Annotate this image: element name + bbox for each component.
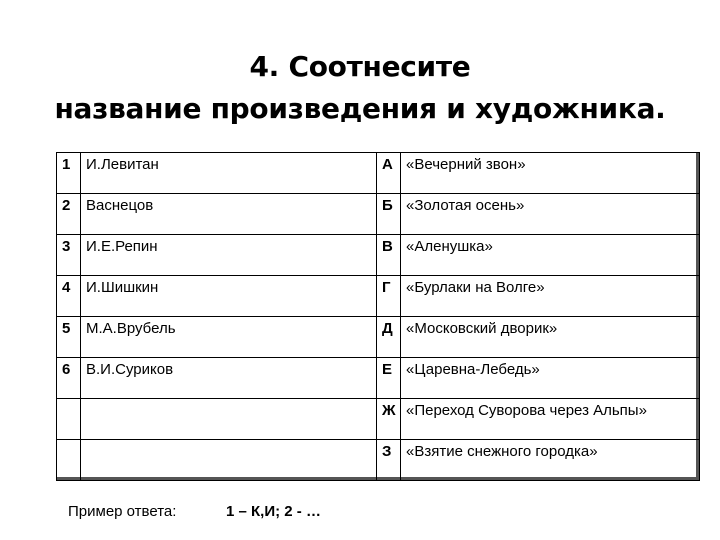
table-row xyxy=(57,358,700,399)
artist-name-cell: И.Шишкин xyxy=(81,276,377,317)
table-row xyxy=(57,399,700,440)
artist-name-cell xyxy=(81,399,377,440)
table-row xyxy=(57,235,700,276)
work-letter-cell: Е xyxy=(377,358,401,399)
work-title-cell: «Золотая осень» xyxy=(401,194,700,235)
work-title-cell: «Аленушка» xyxy=(401,235,700,276)
matching-table-body xyxy=(57,153,700,481)
slide-title-line-2: название произведения и художника. xyxy=(54,92,666,125)
table-row xyxy=(57,153,700,194)
artist-name-cell xyxy=(81,440,377,481)
artist-name-cell: И.Е.Репин xyxy=(81,235,377,276)
answer-example-value: 1 – К,И; 2 - … xyxy=(226,503,321,520)
work-title-cell: «Вечерний звон» xyxy=(401,153,700,194)
row-number-cell: 2 xyxy=(57,194,81,235)
table-row xyxy=(57,440,700,481)
table-row xyxy=(57,317,700,358)
artist-name-cell: И.Левитан xyxy=(81,153,377,194)
work-title-cell: «Переход Суворова через Альпы» xyxy=(401,399,700,440)
row-number-cell: 3 xyxy=(57,235,81,276)
work-letter-cell: Д xyxy=(377,317,401,358)
slide-title-line-1: 4. Соотнесите xyxy=(249,50,471,83)
work-letter-cell: Ж xyxy=(377,399,401,440)
matching-table xyxy=(56,152,700,481)
work-letter-cell: З xyxy=(377,440,401,481)
work-letter-cell: Г xyxy=(377,276,401,317)
table-row xyxy=(57,276,700,317)
work-letter-cell: А xyxy=(377,153,401,194)
row-number-cell: 1 xyxy=(57,153,81,194)
row-number-cell xyxy=(57,399,81,440)
work-title-cell: «Взятие снежного городка» xyxy=(401,440,700,481)
slide-title xyxy=(0,46,720,130)
answer-example-label: Пример ответа: xyxy=(68,503,177,520)
work-title-cell: «Бурлаки на Волге» xyxy=(401,276,700,317)
work-title-cell: «Московский дворик» xyxy=(401,317,700,358)
work-letter-cell: В xyxy=(377,235,401,276)
work-letter-cell: Б xyxy=(377,194,401,235)
row-number-cell: 6 xyxy=(57,358,81,399)
row-number-cell: 4 xyxy=(57,276,81,317)
answer-example xyxy=(68,503,321,521)
row-number-cell xyxy=(57,440,81,481)
artist-name-cell: В.И.Суриков xyxy=(81,358,377,399)
artist-name-cell: М.А.Врубель xyxy=(81,317,377,358)
table-row xyxy=(57,194,700,235)
artist-name-cell: Васнецов xyxy=(81,194,377,235)
work-title-cell: «Царевна-Лебедь» xyxy=(401,358,700,399)
row-number-cell: 5 xyxy=(57,317,81,358)
